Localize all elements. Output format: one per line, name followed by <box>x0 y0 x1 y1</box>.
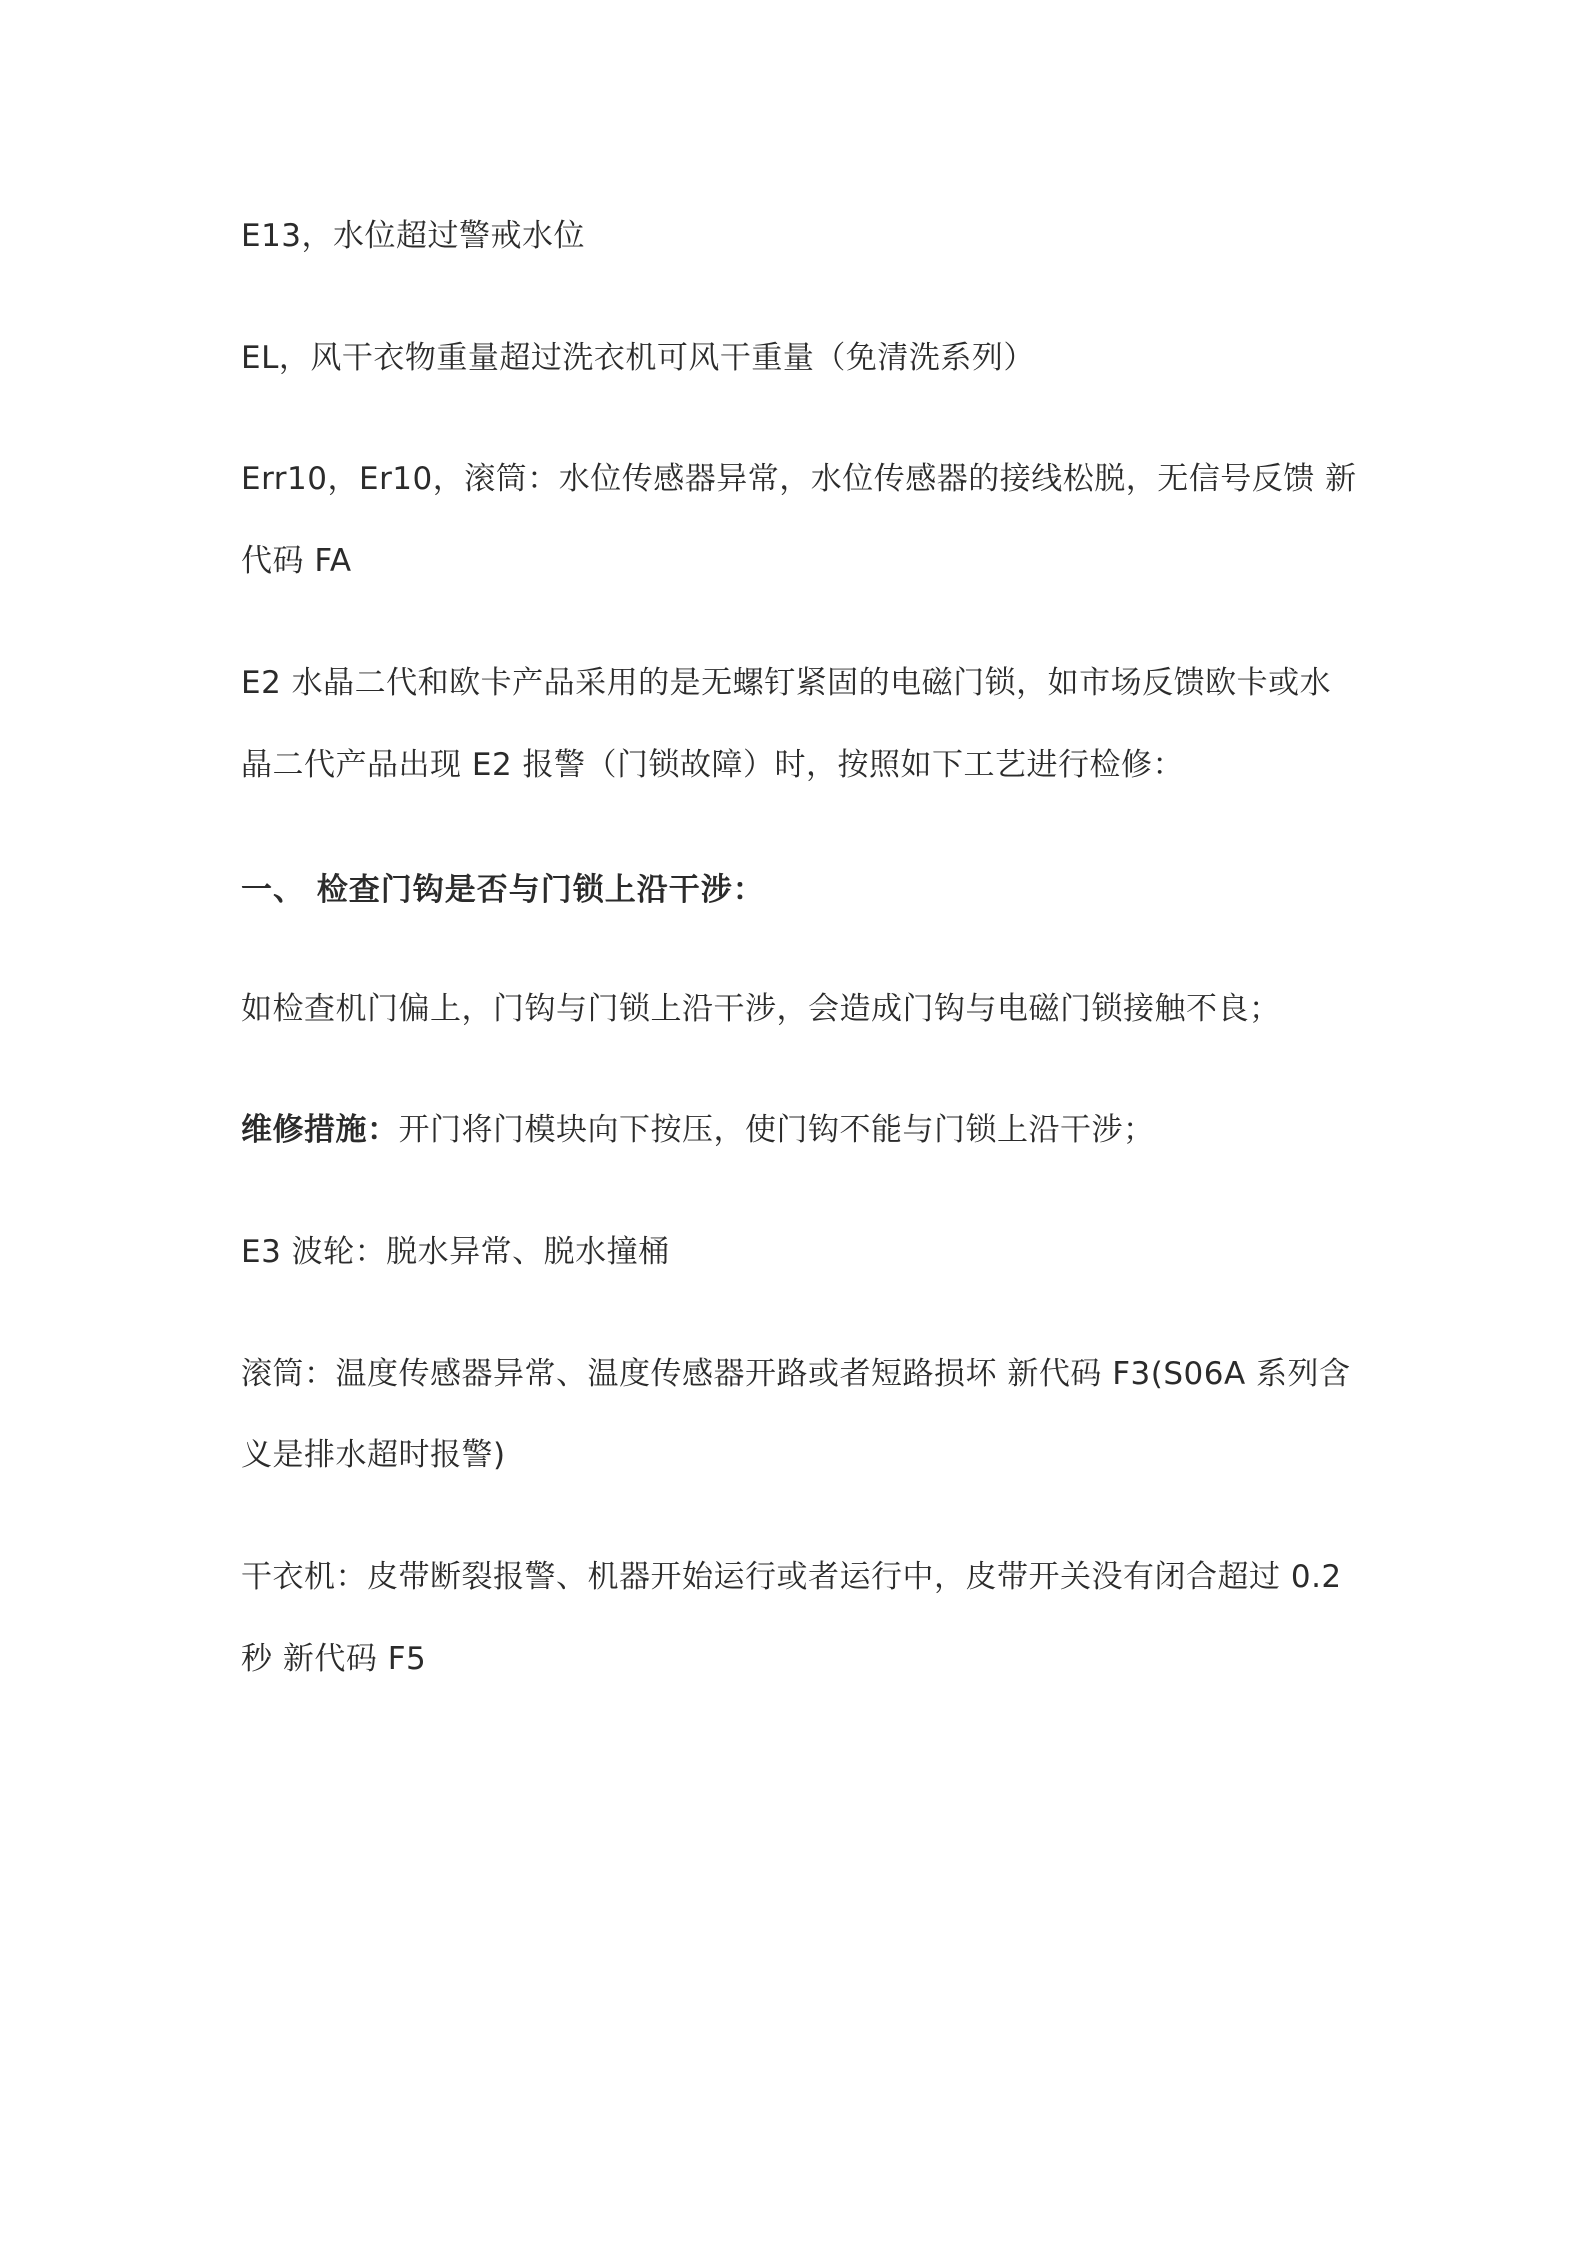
drum-temperature-line-1: 滚筒：温度传感器异常、温度传感器开路或者短路损坏 新代码 F3(S06A 系列含 <box>241 1356 1351 1392</box>
error-e3-line: E3 波轮：脱水异常、脱水撞桶 <box>241 1234 670 1270</box>
repair-measure-line <box>241 1110 1361 1150</box>
repair-measure-text: 开门将门模块向下按压，使门钩不能与门锁上沿干涉； <box>398 1112 1155 1148</box>
inspection-text: 如检查机门偏上，门钩与门锁上沿干涉，会造成门钩与电磁门锁接触不良； <box>241 991 1281 1027</box>
error-e13-line: E13，水位超过警戒水位 <box>241 218 586 254</box>
error-e2-line-1: E2 水晶二代和欧卡产品采用的是无螺钉紧固的电磁门锁，如市场反馈欧卡或水 <box>241 665 1332 701</box>
error-err10-line-1: Err10，Er10，滚筒：水位传感器异常，水位传感器的接线松脱，无信号反馈 新 <box>241 461 1357 497</box>
error-el-line: EL，风干衣物重量超过洗衣机可风干重量（免清洗系列） <box>241 340 1035 376</box>
repair-measure-label: 维修措施： <box>241 1112 399 1148</box>
error-err10-line-2: 代码 FA <box>241 543 352 579</box>
error-e2-line-2: 晶二代产品出现 E2 报警（门锁故障）时，按照如下工艺进行检修： <box>241 747 1185 783</box>
dryer-belt-line-1: 干衣机：皮带断裂报警、机器开始运行或者运行中，皮带开关没有闭合超过 0.2 <box>241 1559 1342 1595</box>
drum-temperature-line-2: 义是排水超时报警) <box>241 1437 506 1473</box>
section-heading: 一、 检查门钩是否与门锁上沿干涉： <box>241 872 765 908</box>
dryer-belt-line-2: 秒 新代码 F5 <box>241 1641 427 1677</box>
